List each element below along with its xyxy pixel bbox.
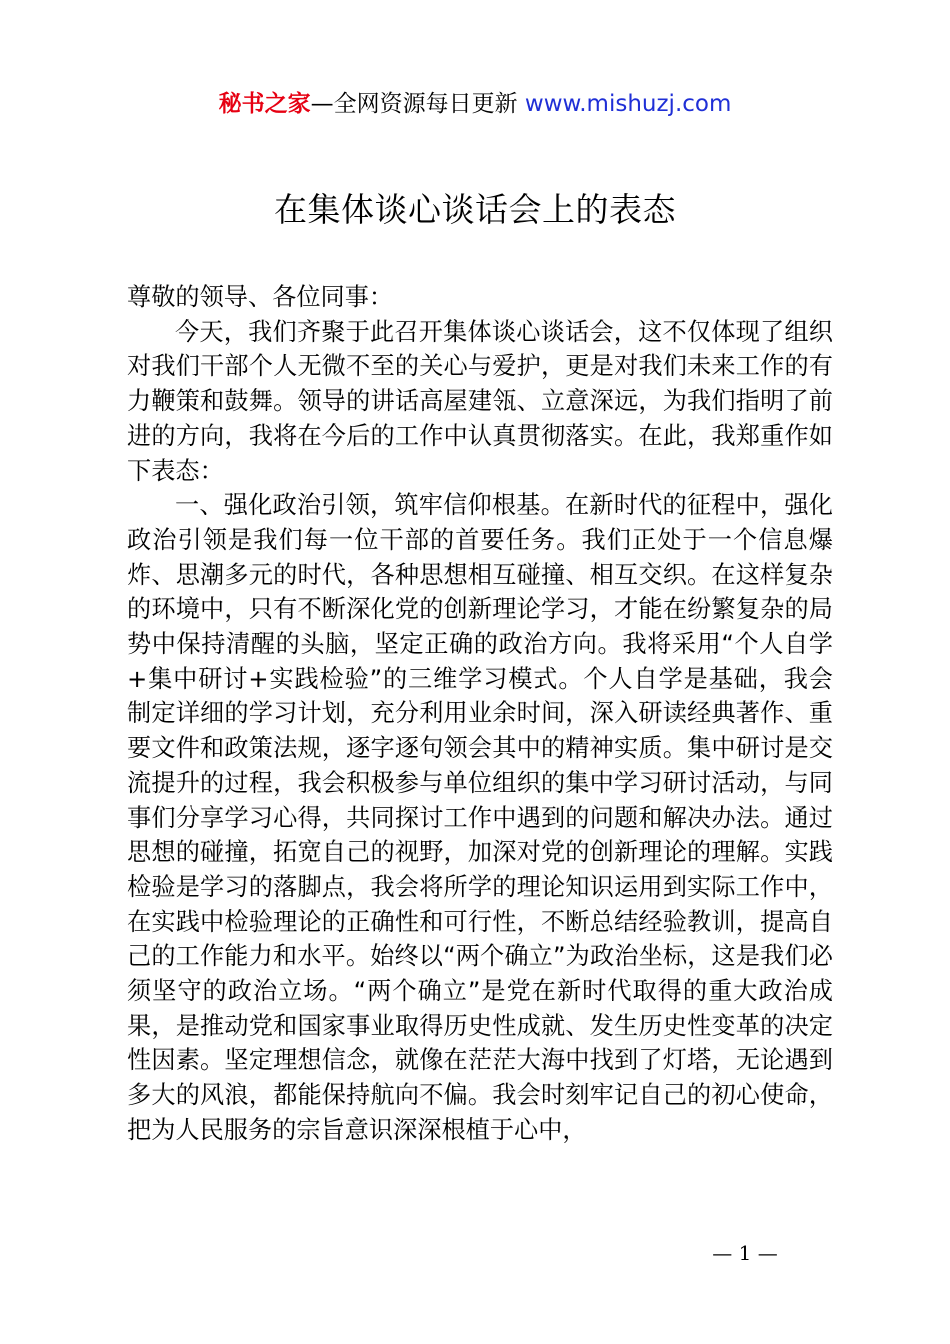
salutation: 尊敬的领导、各位同事： <box>127 283 394 311</box>
paragraph-intro: 今天，我们齐聚于此召开集体谈心谈话会，这不仅体现了组织对我们干部个人无微不至的关心与爱护，更是对我们未来工作的有力鞭策和鼓舞。领导的讲话高屋建瓴、立意深远，为我们指明了前进的方向，我将在今后的工作中认真贯彻落实。在此，我郑重作如下表态： <box>127 317 833 485</box>
site-url-link[interactable]: www.mishuzj.com <box>524 91 732 117</box>
paragraph-section-1: 一、强化政治引领，筑牢信仰根基。在新时代的征程中，强化政治引领是我们每一位干部的首要任务。我们正处于一个信息爆炸、思潮多元的时代，各种思想相互碰撞、相互交织。在这样复杂的环境中，只有不断深化党的创新理论学习，才能在纷繁复杂的局势中保持清醒的头脑，坚定正确的政治方向。我将采用“个人自学+集中研讨+实践检验”的三维学习模式。个人自学是基础，我会制定详细的学习计划，充分利用业余时间，深入研读经典著作、重要文件和政策法规，逐字逐句领会其中的精神实质。集中研讨是交流提升的过程，我会积极参与单位组织的集中学习研讨活动，与同事们分享学习心得，共同探讨工作中遇到的问题和解决办法。通过思想的碰撞，拓宽自己的视野，加深对党的创新理论的理解。实践检验是学习的落脚点，我会将所学的理论知识运用到实际工作中，在实践中检验理论的正确性和可行性，不断总结经验教训，提高自己的工作能力和水平。始终以“两个确立”为政治坐标，这是我们必须坚守的政治立场。“两个确立”是党在新时代取得的重大政治成果，是推动党和国家事业取得历史性成就、发生历史性变革的决定性因素。坚定理想信念，就像在茫茫大海中找到了灯塔，无论遇到多大的风浪，都能保持航向不偏。我会时刻牢记自己的初心使命，把为人民服务的宗旨意识深深根植于心中， <box>127 491 833 1144</box>
site-header <box>0 86 950 122</box>
page-number: — 1 — <box>712 1241 778 1265</box>
site-tagline: —全网资源每日更新 <box>310 91 525 117</box>
site-brand: 秘书之家 <box>218 91 311 117</box>
document-title: 在集体谈心谈话会上的表态 <box>274 190 676 229</box>
document-body <box>127 280 833 1148</box>
